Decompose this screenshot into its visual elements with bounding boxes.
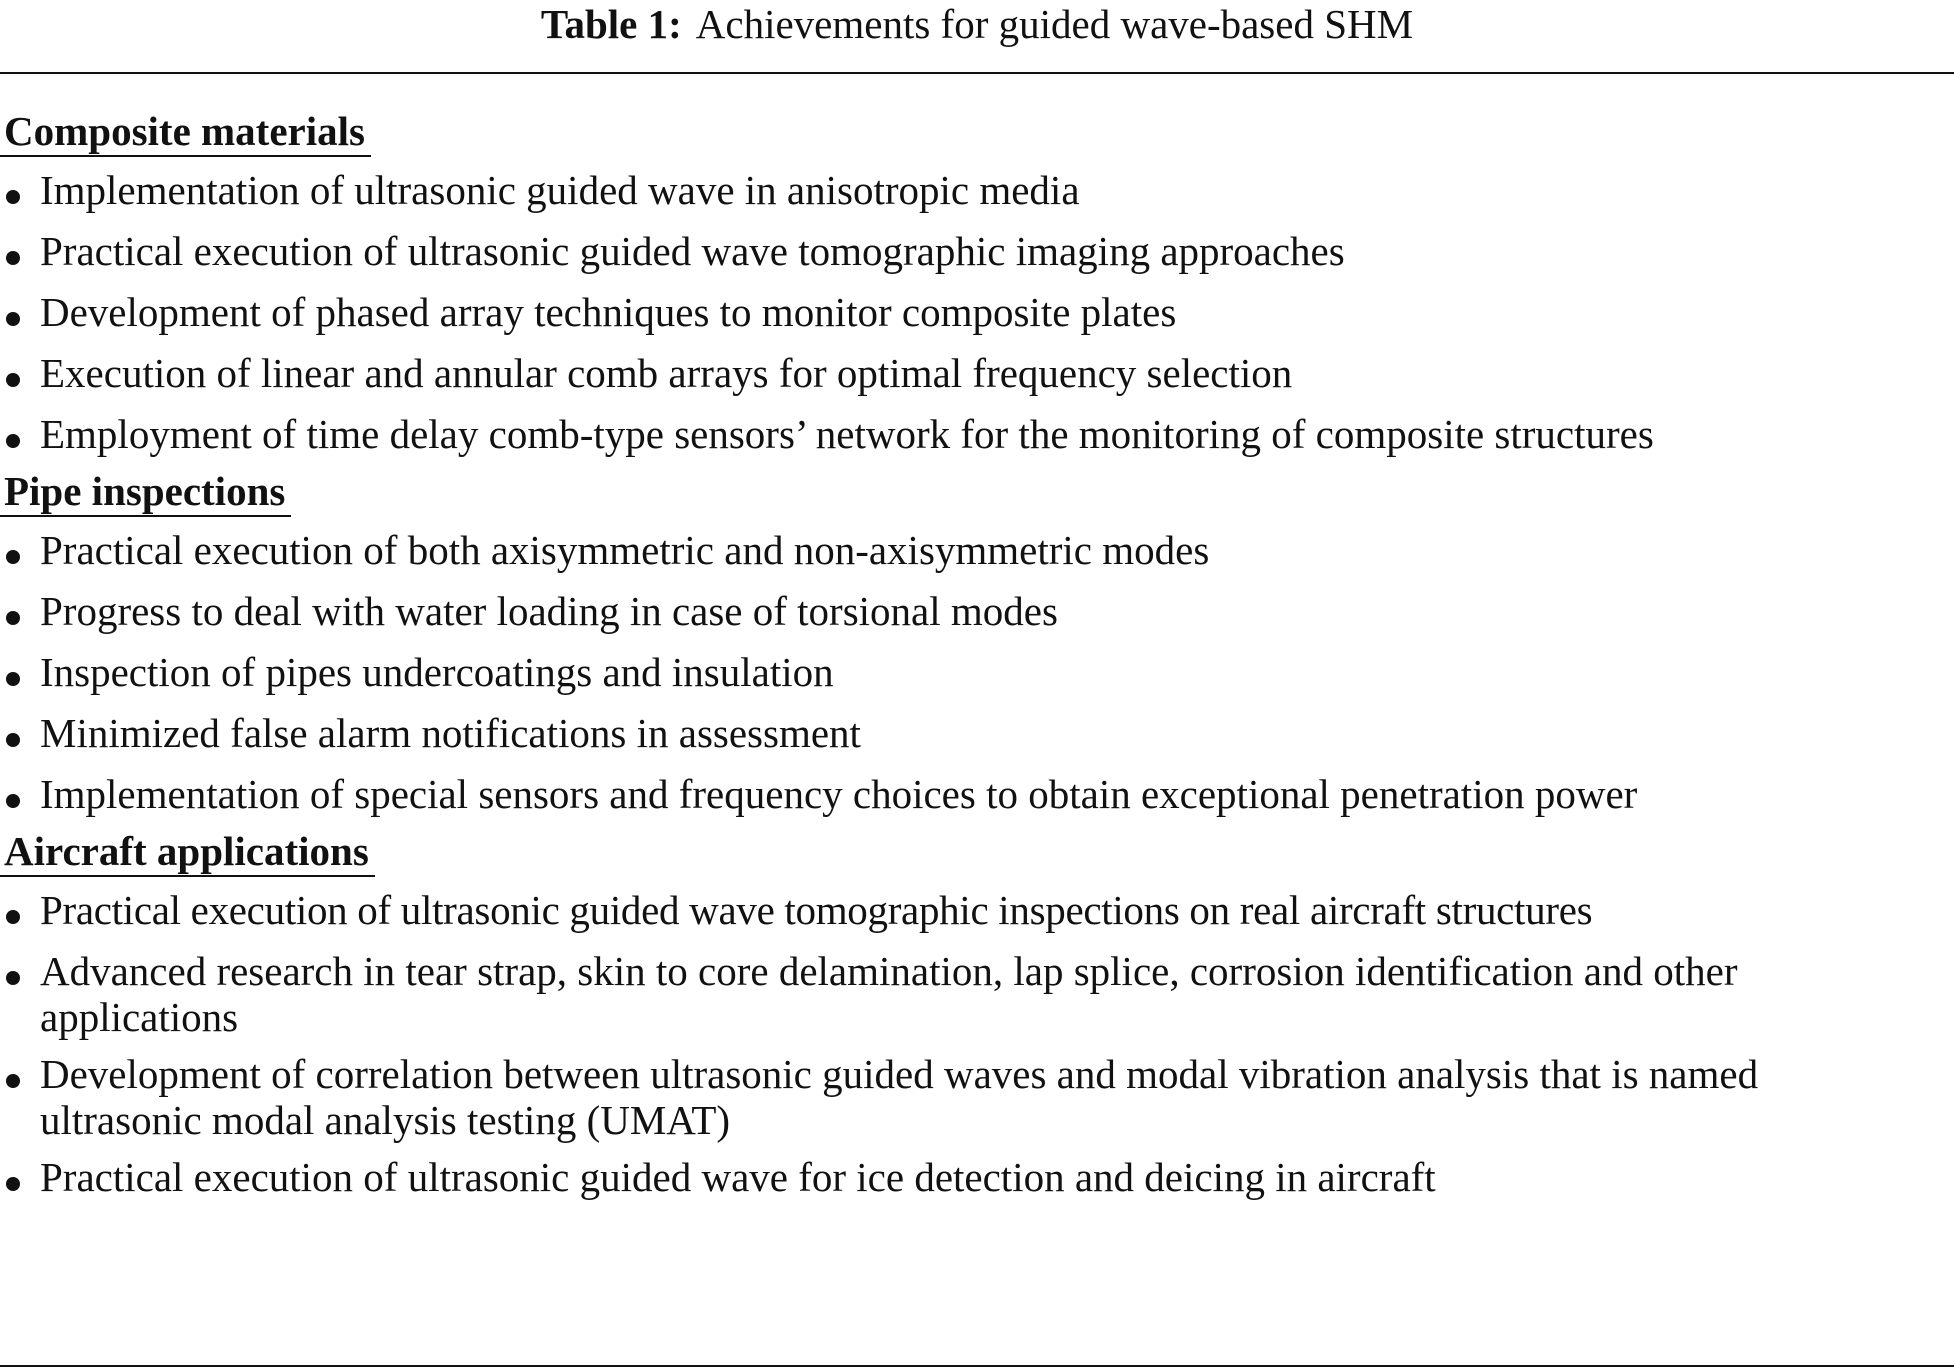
list-item-text: Employment of time delay comb-type sensors’ network for the monitoring of composite structures	[40, 411, 1654, 457]
table-bottom-rule	[0, 1365, 1954, 1367]
list-item-text: Implementation of special sensors and frequency choices to obtain exceptional penetration power	[40, 771, 1638, 817]
list-item-text: Execution of linear and annular comb arrays for optimal frequency selection	[40, 350, 1293, 396]
section-aircraft-applications	[0, 824, 1954, 1204]
section-heading: Pipe inspections	[0, 467, 291, 517]
list-item	[0, 407, 1954, 457]
bullet-icon	[6, 373, 20, 387]
section-heading: Composite materials	[0, 107, 371, 157]
bullet-icon	[6, 794, 20, 808]
list-item-text: Development of phased array techniques to monitor composite plates	[40, 289, 1177, 335]
list-item-text: Inspection of pipes undercoatings and insulation	[40, 649, 834, 695]
bullet-icon	[6, 971, 20, 985]
list-item	[0, 1150, 1954, 1204]
bullet-icon	[6, 312, 20, 326]
list-item-text: Practical execution of ultrasonic guided wave tomographic inspections on real aircraft structures	[40, 887, 1593, 933]
section-heading: Aircraft applications	[0, 827, 375, 877]
bullet-icon	[6, 550, 20, 564]
list-item-text: Practical execution of ultrasonic guided wave tomographic imaging approaches	[40, 228, 1345, 274]
list-item-text: Practical execution of ultrasonic guided wave for ice detection and deicing in aircraft	[40, 1154, 1436, 1200]
list-item-text: Minimized false alarm notifications in assessment	[40, 710, 861, 756]
list-item	[0, 645, 1954, 699]
bullet-icon	[6, 190, 20, 204]
list-item	[0, 883, 1954, 937]
list-item	[0, 163, 1954, 217]
section-pipe-inspections	[0, 464, 1954, 817]
list-item	[0, 584, 1954, 638]
list-item	[0, 285, 1954, 339]
bullet-icon	[6, 251, 20, 265]
list-item-text: Practical execution of both axisymmetric and non-axisymmetric modes	[40, 527, 1210, 573]
table-top-rule	[0, 72, 1954, 74]
bullet-icon	[6, 611, 20, 625]
table-body	[0, 104, 1954, 1211]
list-item	[0, 346, 1954, 400]
bullet-icon	[6, 1177, 20, 1191]
list-item	[0, 706, 1954, 760]
table-caption-label: Table 1:	[540, 1, 682, 47]
list-item-text: Implementation of ultrasonic guided wave in anisotropic media	[40, 167, 1080, 213]
section-composite-materials	[0, 104, 1954, 457]
bullet-icon	[6, 434, 20, 448]
bullet-icon	[6, 733, 20, 747]
bullet-icon	[6, 672, 20, 686]
bullet-icon	[6, 910, 20, 924]
list-item-text: Advanced research in tear strap, skin to core delamination, lap splice, corrosion identification and other applications	[40, 948, 1738, 1040]
table-caption	[0, 0, 1954, 48]
list-item	[0, 523, 1954, 577]
list-item-text: Development of correlation between ultrasonic guided waves and modal vibration analysis that is named ultrasonic modal analysis testing (UMAT)	[40, 1051, 1759, 1143]
list-item-text: Progress to deal with water loading in case of torsional modes	[40, 588, 1058, 634]
list-item	[0, 767, 1954, 817]
table-caption-title: Achievements for guided wave-based SHM	[695, 1, 1414, 47]
bullet-icon	[6, 1074, 20, 1088]
list-item	[0, 224, 1954, 278]
list-item	[0, 944, 1954, 1040]
list-item	[0, 1047, 1954, 1143]
